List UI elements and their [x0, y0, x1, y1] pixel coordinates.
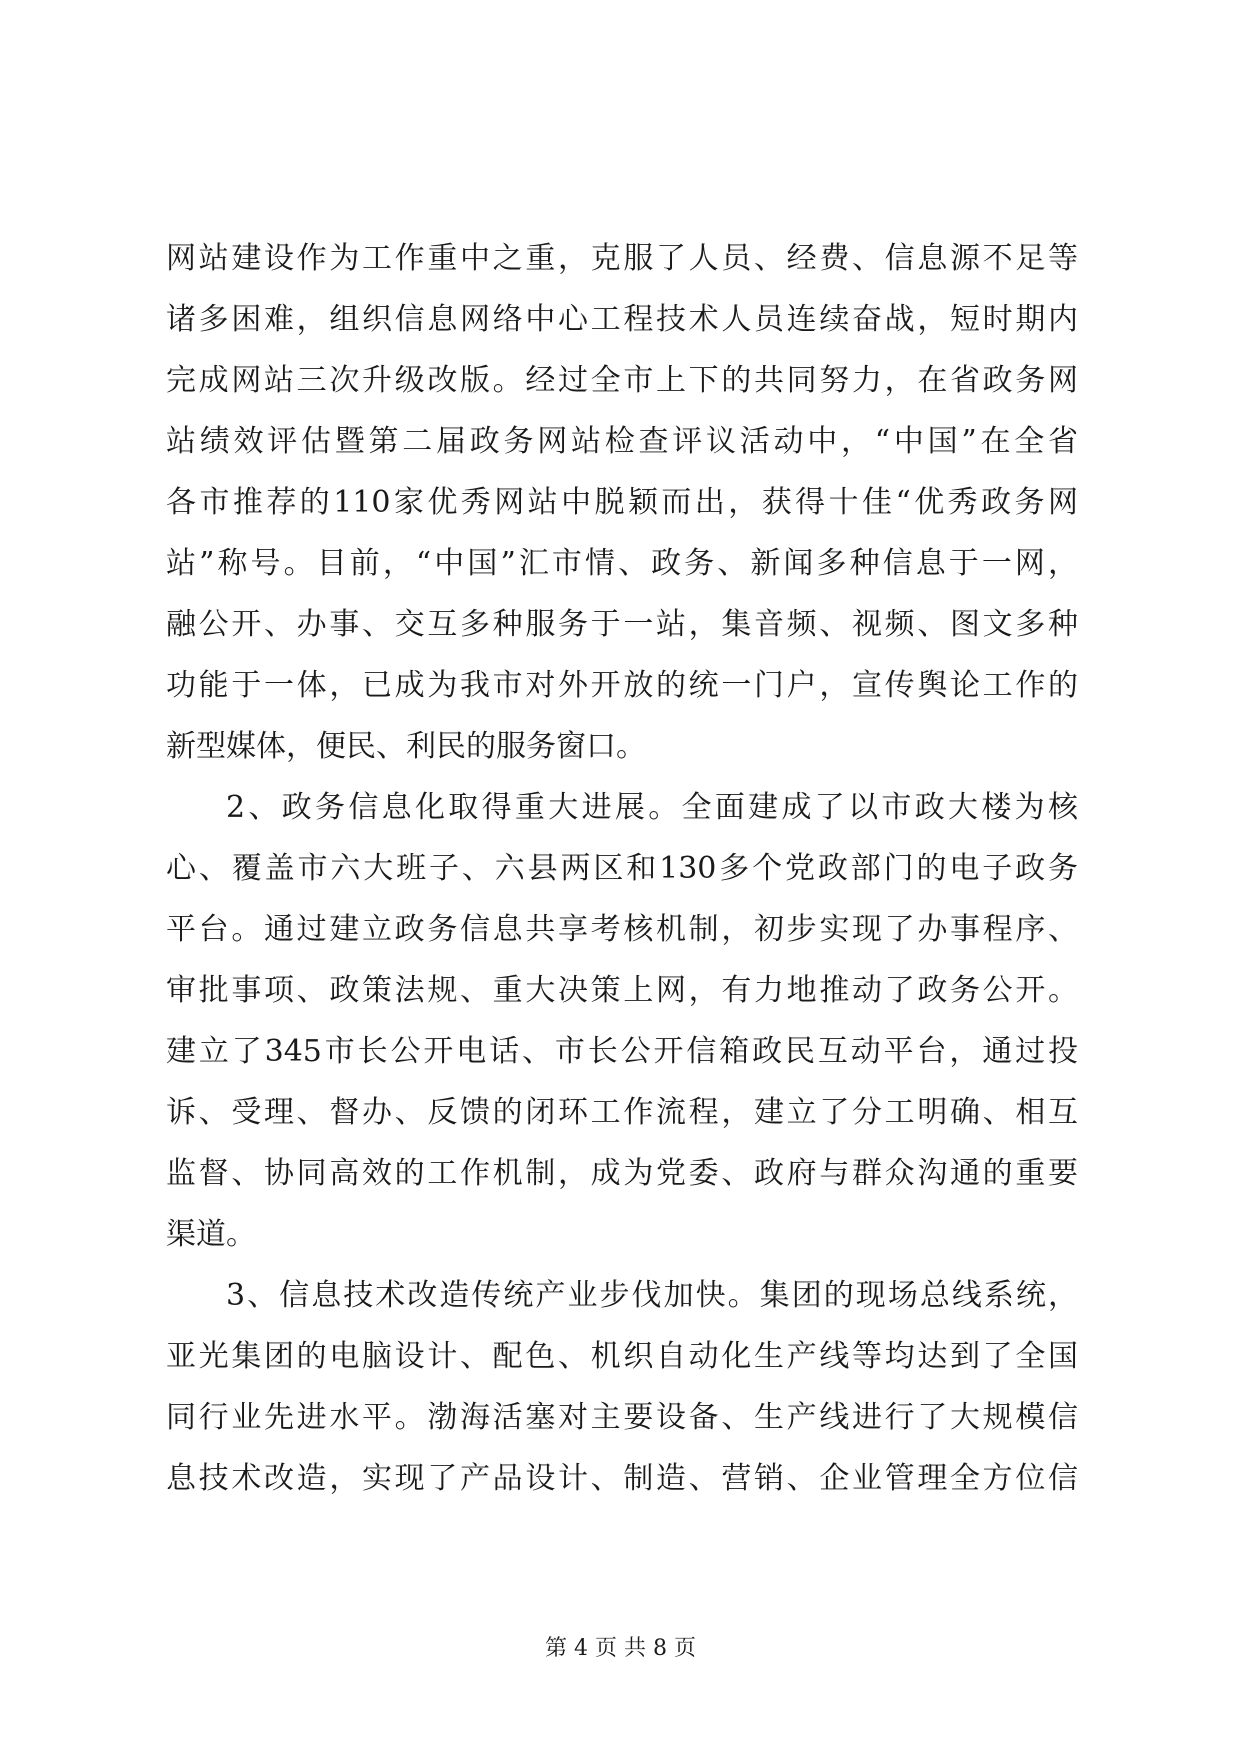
text-line: 渠道。 [166, 1217, 256, 1252]
document-body [166, 228, 1078, 1509]
paragraph [166, 228, 1078, 777]
text-line: 网站建设作为工作重中之重，克服了人员、经费、信息源不足等 [166, 241, 1078, 276]
page-footer [0, 1634, 1241, 1664]
text-line: 站”称号。目前，“中国”汇市情、政务、新闻多种信息于一网， [166, 546, 1078, 581]
text-line: 同行业先进水平。渤海活塞对主要设备、生产线进行了大规模信 [166, 1400, 1078, 1435]
text-line: 3、信息技术改造传统产业步伐加快。集团的现场总线系统， [226, 1278, 1078, 1313]
paragraph [166, 1265, 1078, 1509]
page-number-label: 第 4 页 共 8 页 [545, 1636, 696, 1661]
text-line: 站绩效评估暨第二届政务网站检查评议活动中，“中国”在全省 [166, 424, 1078, 459]
text-line: 诸多困难，组织信息网络中心工程技术人员连续奋战，短时期内 [166, 302, 1078, 337]
text-line: 功能于一体，已成为我市对外开放的统一门户，宣传舆论工作的 [166, 668, 1078, 703]
text-line: 新型媒体，便民、利民的服务窗口。 [166, 729, 646, 764]
paragraph [166, 777, 1078, 1265]
text-line: 2、政务信息化取得重大进展。全面建成了以市政大楼为核 [226, 790, 1078, 825]
text-line: 监督、协同高效的工作机制，成为党委、政府与群众沟通的重要 [166, 1156, 1078, 1191]
text-line: 各市推荐的110家优秀网站中脱颖而出，获得十佳“优秀政务网 [166, 485, 1078, 520]
text-line: 心、覆盖市六大班子、六县两区和130多个党政部门的电子政务 [166, 851, 1078, 886]
text-line: 诉、受理、督办、反馈的闭环工作流程，建立了分工明确、相互 [166, 1095, 1078, 1130]
text-line: 建立了345市长公开电话、市长公开信箱政民互动平台，通过投 [166, 1034, 1078, 1069]
text-line: 平台。通过建立政务信息共享考核机制，初步实现了办事程序、 [166, 912, 1078, 947]
text-line: 亚光集团的电脑设计、配色、机织自动化生产线等均达到了全国 [166, 1339, 1078, 1374]
text-line: 完成网站三次升级改版。经过全市上下的共同努力，在省政务网 [166, 363, 1078, 398]
text-line: 审批事项、政策法规、重大决策上网，有力地推动了政务公开。 [166, 973, 1078, 1008]
text-line: 息技术改造，实现了产品设计、制造、营销、企业管理全方位信 [166, 1461, 1078, 1496]
text-line: 融公开、办事、交互多种服务于一站，集音频、视频、图文多种 [166, 607, 1078, 642]
